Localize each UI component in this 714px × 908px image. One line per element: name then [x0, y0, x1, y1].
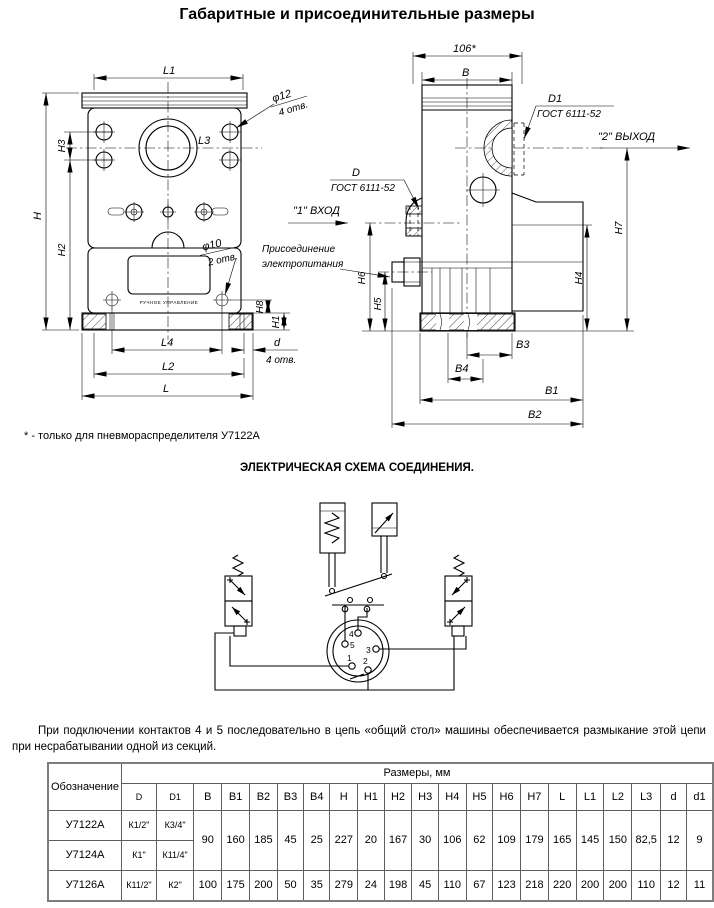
table-cell: К11/2": [122, 870, 157, 901]
dim-label-b3: B3: [516, 339, 530, 351]
col-header: L: [548, 783, 576, 810]
table-cell: 20: [358, 810, 384, 870]
table-cell: 110: [438, 870, 466, 901]
col-header: H6: [493, 783, 521, 810]
table-cell: 110: [632, 870, 661, 901]
phi10-label: φ10: [201, 237, 223, 254]
col-header: H2: [384, 783, 412, 810]
col-header: d1: [686, 783, 713, 810]
table-cell: 24: [358, 870, 384, 901]
table-cell: 35: [304, 870, 330, 901]
col-header: B4: [304, 783, 330, 810]
table-cell: 123: [493, 870, 521, 901]
table-corner-header: Обозначение: [48, 763, 122, 810]
col-header: H5: [466, 783, 492, 810]
table-cell: 220: [548, 870, 576, 901]
table-cell: 11: [686, 870, 713, 901]
left-valve-symbol: [225, 555, 252, 636]
table-cell: 30: [412, 810, 438, 870]
table-cell: 12: [661, 870, 687, 901]
callout-phi12: [267, 84, 311, 121]
dim-label-h6: H6: [357, 271, 368, 285]
callout-d-label: D: [352, 167, 360, 179]
dim-label-h3: H3: [57, 139, 68, 153]
table-cell: К11/4": [156, 840, 194, 870]
electrical-schematic-figure: [0, 483, 714, 721]
page-title: Габаритные и присоединительные размеры: [179, 6, 535, 23]
power-connection-label-1: Присоединение: [262, 244, 336, 255]
power-connection-label-2: электропитания: [262, 259, 344, 270]
table-cell: 100: [194, 870, 222, 901]
table-cell: 12: [661, 810, 687, 870]
table-cell: 175: [222, 870, 250, 901]
phi10-holes-label: 2 отв.: [206, 251, 239, 269]
dim-label-h7: H7: [614, 221, 625, 235]
dim-label-h5: H5: [373, 297, 384, 311]
col-header: D: [122, 783, 157, 810]
dim-label-l: L: [163, 383, 170, 395]
dim-d-holes-label: 4 отв.: [266, 355, 297, 366]
callout-d1-label: D1: [548, 93, 563, 105]
dim-label-h2: H2: [57, 243, 68, 257]
front-view-drawing: [32, 65, 311, 400]
phi12-holes-label: 4 отв.: [277, 99, 310, 119]
side-view-dimensions: [262, 43, 655, 428]
table-cell: 45: [412, 870, 438, 901]
schematic-title: ЭЛЕКТРИЧЕСКАЯ СХЕМА СОЕДИНЕНИЯ.: [240, 462, 474, 474]
table-cell: К1": [122, 840, 157, 870]
table-cell: 67: [466, 870, 492, 901]
manual-control-label: РУЧНОЕ УПРАВЛЕНИЕ: [139, 300, 199, 305]
dim-label-b: B: [462, 67, 470, 79]
table-cell: 167: [384, 810, 412, 870]
dim-label-h4: H4: [574, 271, 585, 285]
phi12-label: φ12: [270, 87, 293, 105]
left-cylinder-symbol: [320, 503, 345, 594]
pin-label-1: 1: [347, 653, 352, 663]
row-label: У7122А: [48, 810, 122, 840]
table-cell: 25: [304, 810, 330, 870]
table-row: [48, 810, 713, 840]
drawing-footnote: * - только для пневмораспределителя У7122А: [24, 430, 260, 442]
table-row: [48, 870, 713, 901]
table-cell: 165: [548, 810, 576, 870]
col-header: d: [661, 783, 687, 810]
input-label: "1" ВХОД: [293, 205, 340, 217]
col-header: B1: [222, 783, 250, 810]
dim-label-l2: L2: [162, 361, 175, 373]
col-header: B: [194, 783, 222, 810]
table-cell: 90: [194, 810, 222, 870]
col-header: D1: [156, 783, 194, 810]
col-header: H4: [438, 783, 466, 810]
table-cell: 200: [604, 870, 632, 901]
right-cylinder-symbol: [372, 503, 397, 579]
col-header: H1: [358, 783, 384, 810]
table-cell: 279: [330, 870, 358, 901]
col-header: H: [330, 783, 358, 810]
col-header: H3: [412, 783, 438, 810]
col-header: L1: [576, 783, 604, 810]
dim-label-106: 106*: [453, 43, 476, 55]
col-header: B3: [277, 783, 303, 810]
pin-label-4: 4: [349, 629, 354, 639]
dim-label-l4: L4: [161, 337, 174, 349]
dim-label-b2: B2: [528, 409, 542, 421]
col-header: L2: [604, 783, 632, 810]
row-label: У7124А: [48, 840, 122, 870]
table-cell: 109: [493, 810, 521, 870]
table-cell: 9: [686, 810, 713, 870]
table-cell: К3/4": [156, 810, 194, 840]
table-cell: 218: [520, 870, 548, 901]
col-header: B2: [250, 783, 278, 810]
table-cell: 160: [222, 810, 250, 870]
table-cell: 200: [576, 870, 604, 901]
table-cell: 200: [250, 870, 278, 901]
output-label: "2" ВЫХОД: [598, 131, 655, 143]
pin-label-3: 3: [366, 645, 371, 655]
dim-label-h1: H1: [271, 315, 282, 329]
pin-label-2: 2: [363, 656, 368, 666]
table-cell: 50: [277, 870, 303, 901]
col-header: H7: [520, 783, 548, 810]
table-cell: 82,5: [632, 810, 661, 870]
table-cell: 145: [576, 810, 604, 870]
table-cell: К2": [156, 870, 194, 901]
table-cell: 185: [250, 810, 278, 870]
table-cell: К1/2": [122, 810, 157, 840]
dim-label-b1: B1: [545, 385, 559, 397]
callout-d1-gost-label: ГОСТ 6111-52: [537, 109, 601, 120]
dimensions-table: [47, 762, 714, 902]
callout-d-gost-label: ГОСТ 6111-52: [331, 183, 395, 194]
callout-phi10: [197, 234, 242, 270]
table-cell: 106: [438, 810, 466, 870]
table-cell: 62: [466, 810, 492, 870]
table-group-header: Размеры, мм: [122, 763, 713, 783]
dim-label-l1: L1: [163, 65, 176, 77]
note-paragraph: При подключении контактов 4 и 5 последовательно в цепь «общий стол» машины обеспечивается размыкание этой цепи при несрабатывании одной из секций.: [12, 725, 706, 753]
dim-label-h8: H8: [255, 300, 266, 314]
dimension-drawings-figure: [0, 38, 714, 430]
dim-label-d: d: [274, 337, 281, 349]
table-cell: 150: [604, 810, 632, 870]
dim-label-l3: L3: [198, 135, 211, 147]
table-cell: 45: [277, 810, 303, 870]
dim-label-h: H: [32, 212, 44, 220]
right-valve-symbol: [445, 555, 472, 636]
row-label: У7126А: [48, 870, 122, 901]
pin-label-5: 5: [350, 640, 355, 650]
side-view-drawing: [262, 43, 690, 428]
col-header: L3: [632, 783, 661, 810]
table-cell: 198: [384, 870, 412, 901]
table-cell: 227: [330, 810, 358, 870]
dim-label-b4: B4: [455, 363, 469, 375]
table-cell: 179: [520, 810, 548, 870]
